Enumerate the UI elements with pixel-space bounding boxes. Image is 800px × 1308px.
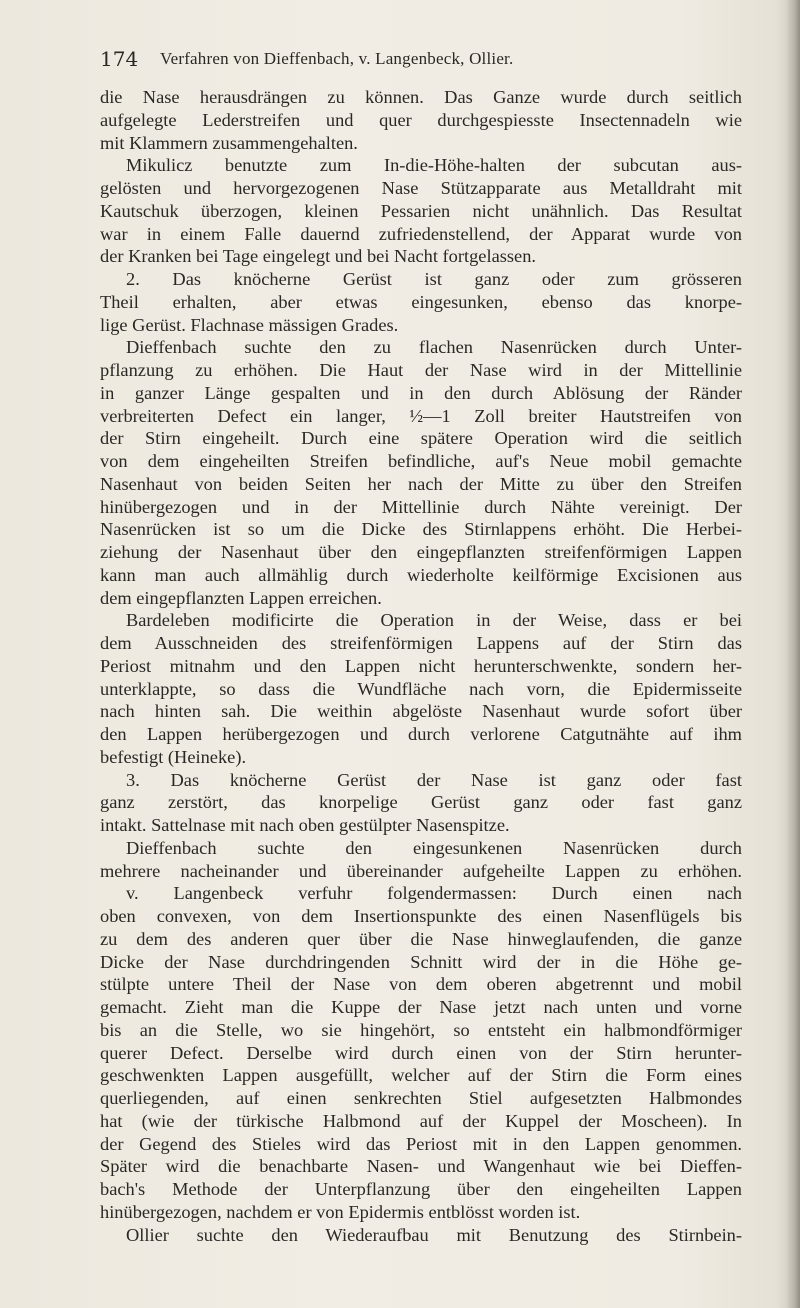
running-head: Verfahren von Dieffenbach, v. Langenbeck, Ollier. bbox=[160, 49, 514, 68]
text-line: ziehung der Nasenhaut über den eingepflanzten streifenförmigen Lappen bbox=[100, 542, 742, 562]
text-line: bis an die Stelle, wo sie hingehört, so entsteht ein halbmondförmiger bbox=[100, 1019, 742, 1040]
text-line: verbreiterten Defect ein langer, ½—1 Zoll breiter Hautstreifen von bbox=[100, 405, 742, 426]
page-number: 174 bbox=[100, 47, 139, 71]
text-line: bach's Methode der Unterpflanzung über den eingeheilten Lappen bbox=[100, 1179, 742, 1199]
text-line: Periost mitnahm und den Lappen nicht herunterschwenkte, sondern her- bbox=[100, 655, 742, 676]
text-line: geschwenkten Lappen ausgefüllt, welcher auf der Stirn die Form eines bbox=[100, 1065, 742, 1086]
text-line: Dicke der Nase durchdringenden Schnitt wird der in die Höhe ge- bbox=[100, 951, 742, 972]
text-line: gemacht. Zieht man die Kuppe der Nase jetzt nach unten und vorne bbox=[100, 997, 742, 1017]
text-line: lige Gerüst. Flachnase mässigen Grades. bbox=[100, 314, 399, 335]
text-line: dem eingepflanzten Lappen erreichen. bbox=[100, 587, 382, 608]
text-line: Nasenrücken ist so um die Dicke des Stirnlappens erhöht. Die Herbei- bbox=[100, 519, 742, 540]
text-line: 3. Das knöcherne Gerüst der Nase ist ganz oder fast bbox=[126, 769, 742, 790]
text-line: Dieffenbach suchte den zu flachen Nasenrücken durch Unter- bbox=[126, 337, 742, 358]
text-line: Dieffenbach suchte den eingesunkenen Nasenrücken durch bbox=[126, 837, 742, 858]
text-line: 2. Das knöcherne Gerüst ist ganz oder zum grösseren bbox=[126, 269, 742, 289]
text-line: Theil erhalten, aber etwas eingesunken, ebenso das knorpe- bbox=[100, 291, 742, 312]
text-line: intakt. Sattelnase mit nach oben gestülpter Nasenspitze. bbox=[100, 815, 510, 835]
text-line: Später wird die benachbarte Nasen- und Wangenhaut wie bei Dieffen- bbox=[100, 1156, 742, 1177]
text-line: unterklappte, so dass die Wundfläche nach vorn, die Epidermisseite bbox=[100, 678, 742, 699]
text-line: kann man auch allmählig durch wiederholte keilförmige Excisionen aus bbox=[100, 564, 742, 585]
text-line: stülpte untere Theil der Nase von dem oberen abgetrennt und mobil bbox=[100, 974, 742, 995]
text-line: querliegenden, auf einen senkrechten Stiel aufgesetzten Halbmondes bbox=[100, 1088, 742, 1108]
text-line: querer Defect. Derselbe wird durch einen von der Stirn herunter- bbox=[100, 1042, 742, 1063]
text-line: aufgelegte Lederstreifen und quer durchgespiesste Insectennadeln wie bbox=[100, 109, 742, 130]
text-line: dem Ausschneiden des streifenförmigen Lappens auf der Stirn das bbox=[100, 633, 742, 653]
text-line: v. Langenbeck verfuhr folgendermassen: Durch einen nach bbox=[126, 883, 742, 904]
text-line: mit Klammern zusammengehalten. bbox=[100, 132, 358, 153]
body-text bbox=[100, 86, 742, 1246]
text-line: der Kranken bei Tage eingelegt und bei Nacht fortgelassen. bbox=[100, 246, 537, 267]
text-line: ganz zerstört, das knorpelige Gerüst ganz oder fast ganz bbox=[100, 792, 742, 813]
text-line: der Stirn eingeheilt. Durch eine spätere Operation wird die seitlich bbox=[100, 428, 742, 449]
page-header bbox=[100, 46, 740, 72]
text-line: mehrere nacheinander und übereinander aufgeheilte Lappen zu erhöhen. bbox=[100, 860, 742, 881]
text-line: die Nase herausdrängen zu können. Das Ganze wurde durch seitlich bbox=[100, 87, 742, 107]
text-line: Nasenhaut von beiden Seiten her nach der Mitte zu über den Streifen bbox=[100, 473, 742, 494]
text-line: hat (wie der türkische Halbmond auf der Kuppel der Moscheen). In bbox=[100, 1110, 742, 1131]
text-line: war in einem Falle dauernd zufriedenstellend, der Apparat wurde von bbox=[100, 223, 742, 244]
text-line: befestigt (Heineke). bbox=[100, 746, 247, 767]
text-line: Bardeleben modificirte die Operation in der Weise, dass er bei bbox=[126, 610, 742, 631]
text-line: Ollier suchte den Wiederaufbau mit Benutzung des Stirnbein- bbox=[126, 1224, 742, 1245]
text-line: oben convexen, von dem Insertionspunkte des einen Nasenflügels bis bbox=[100, 906, 742, 926]
text-line: der Gegend des Stieles wird das Periost mit in den Lappen genommen. bbox=[100, 1133, 742, 1154]
text-line: gelösten und hervorgezogenen Nase Stützapparate aus Metalldraht mit bbox=[100, 178, 742, 198]
text-line: nach hinten sah. Die weithin abgelöste Nasenhaut wurde sofort über bbox=[100, 701, 742, 722]
text-line: Mikulicz benutzte zum In-die-Höhe-halten der subcutan aus- bbox=[126, 155, 742, 176]
text-line: zu dem des anderen quer über die Nase hinweglaufenden, die ganze bbox=[100, 928, 742, 949]
page-edge-shadow bbox=[786, 0, 800, 1308]
text-line: hinübergezogen, nachdem er von Epidermis entblösst worden ist. bbox=[100, 1201, 581, 1222]
text-line: Kautschuk überzogen, kleinen Pessarien nicht unähnlich. Das Resultat bbox=[100, 200, 742, 221]
text-line: pflanzung zu erhöhen. Die Haut der Nase wird in der Mittellinie bbox=[100, 360, 742, 380]
text-line: den Lappen herübergezogen und durch verlorene Catgutnähte auf ihm bbox=[100, 724, 742, 744]
text-line: hinübergezogen und in der Mittellinie durch Nähte vereinigt. Der bbox=[100, 496, 742, 517]
text-line: von dem eingeheilten Streifen befindliche, auf's Neue mobil gemachte bbox=[100, 451, 742, 471]
text-line: in ganzer Länge gespalten und in den durch Ablösung der Ränder bbox=[100, 382, 742, 403]
